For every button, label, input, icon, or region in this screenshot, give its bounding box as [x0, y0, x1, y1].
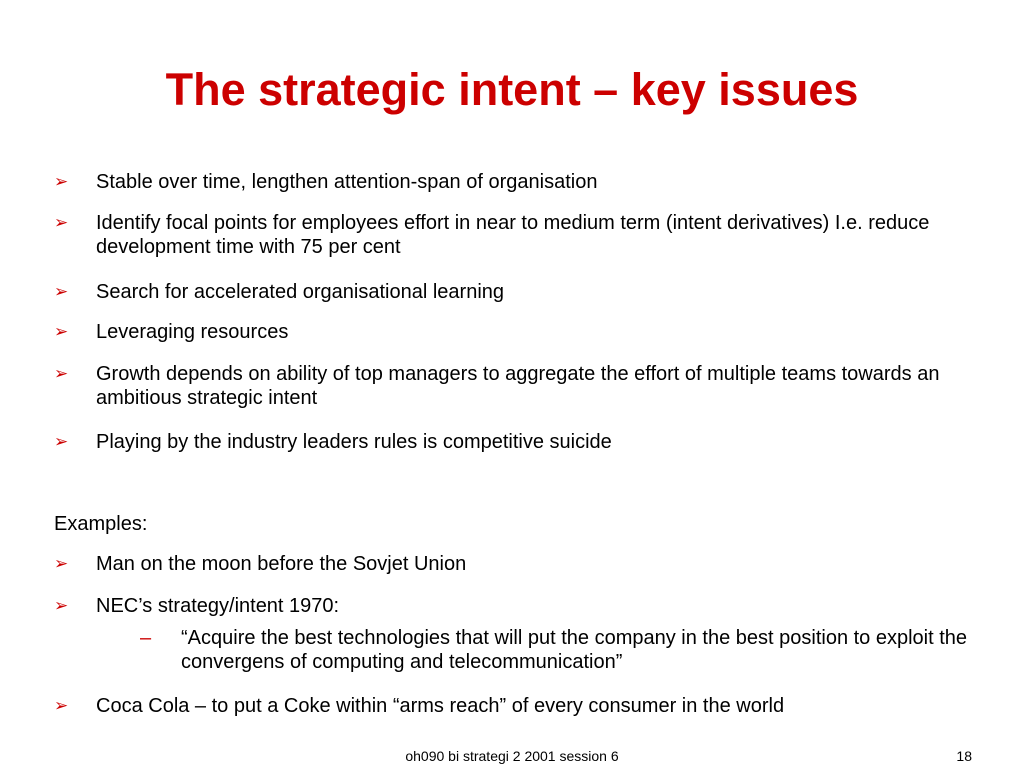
bullet-item [54, 362, 984, 410]
arrow-bullet-icon: ➢ [54, 596, 69, 615]
bullet-text: Search for accelerated organisational learning [96, 281, 505, 303]
bullet-text: Identify focal points for employees effort in near to medium term (intent derivatives) I.e. reduce development time with 75 per cent [96, 212, 930, 258]
arrow-bullet-icon: ➢ [54, 364, 69, 383]
example-text: Coca Cola – to put a Coke within “arms reach” of every consumer in the world [96, 695, 785, 717]
bullet-text: Growth depends on ability of top managers to aggregate the effort of multiple teams towards an ambitious strategic intent [96, 363, 940, 409]
bullet-item [54, 170, 984, 194]
page-number: 18 [956, 748, 972, 764]
bullet-item [54, 211, 984, 259]
footer-text: oh090 bi strategi 2 2001 session 6 [405, 748, 619, 764]
bullet-item [54, 430, 984, 454]
example-text: Man on the moon before the Sovjet Union [96, 553, 467, 575]
bullet-text: Playing by the industry leaders rules is competitive suicide [96, 431, 612, 453]
dash-bullet-icon: – [140, 627, 152, 649]
arrow-bullet-icon: ➢ [54, 322, 69, 341]
example-sub-item [140, 626, 984, 674]
example-item [54, 552, 984, 576]
arrow-bullet-icon: ➢ [54, 554, 69, 573]
arrow-bullet-icon: ➢ [54, 432, 69, 451]
arrow-bullet-icon: ➢ [54, 282, 69, 301]
arrow-bullet-icon: ➢ [54, 213, 69, 232]
example-sub-text: “Acquire the best technologies that will put the company in the best position to exploit the convergens of computing and telecommunication” [181, 627, 968, 673]
example-item [54, 694, 984, 718]
arrow-bullet-icon: ➢ [54, 172, 69, 191]
example-text: NEC’s strategy/intent 1970: [96, 595, 340, 617]
examples-heading: Examples: [54, 513, 148, 535]
arrow-bullet-icon: ➢ [54, 696, 69, 715]
example-item [54, 594, 984, 618]
bullet-text: Stable over time, lengthen attention-span of organisation [96, 171, 598, 193]
slide-title: The strategic intent – key issues [165, 64, 859, 115]
bullet-item [54, 280, 984, 304]
bullet-item [54, 320, 984, 344]
bullet-text: Leveraging resources [96, 321, 289, 343]
